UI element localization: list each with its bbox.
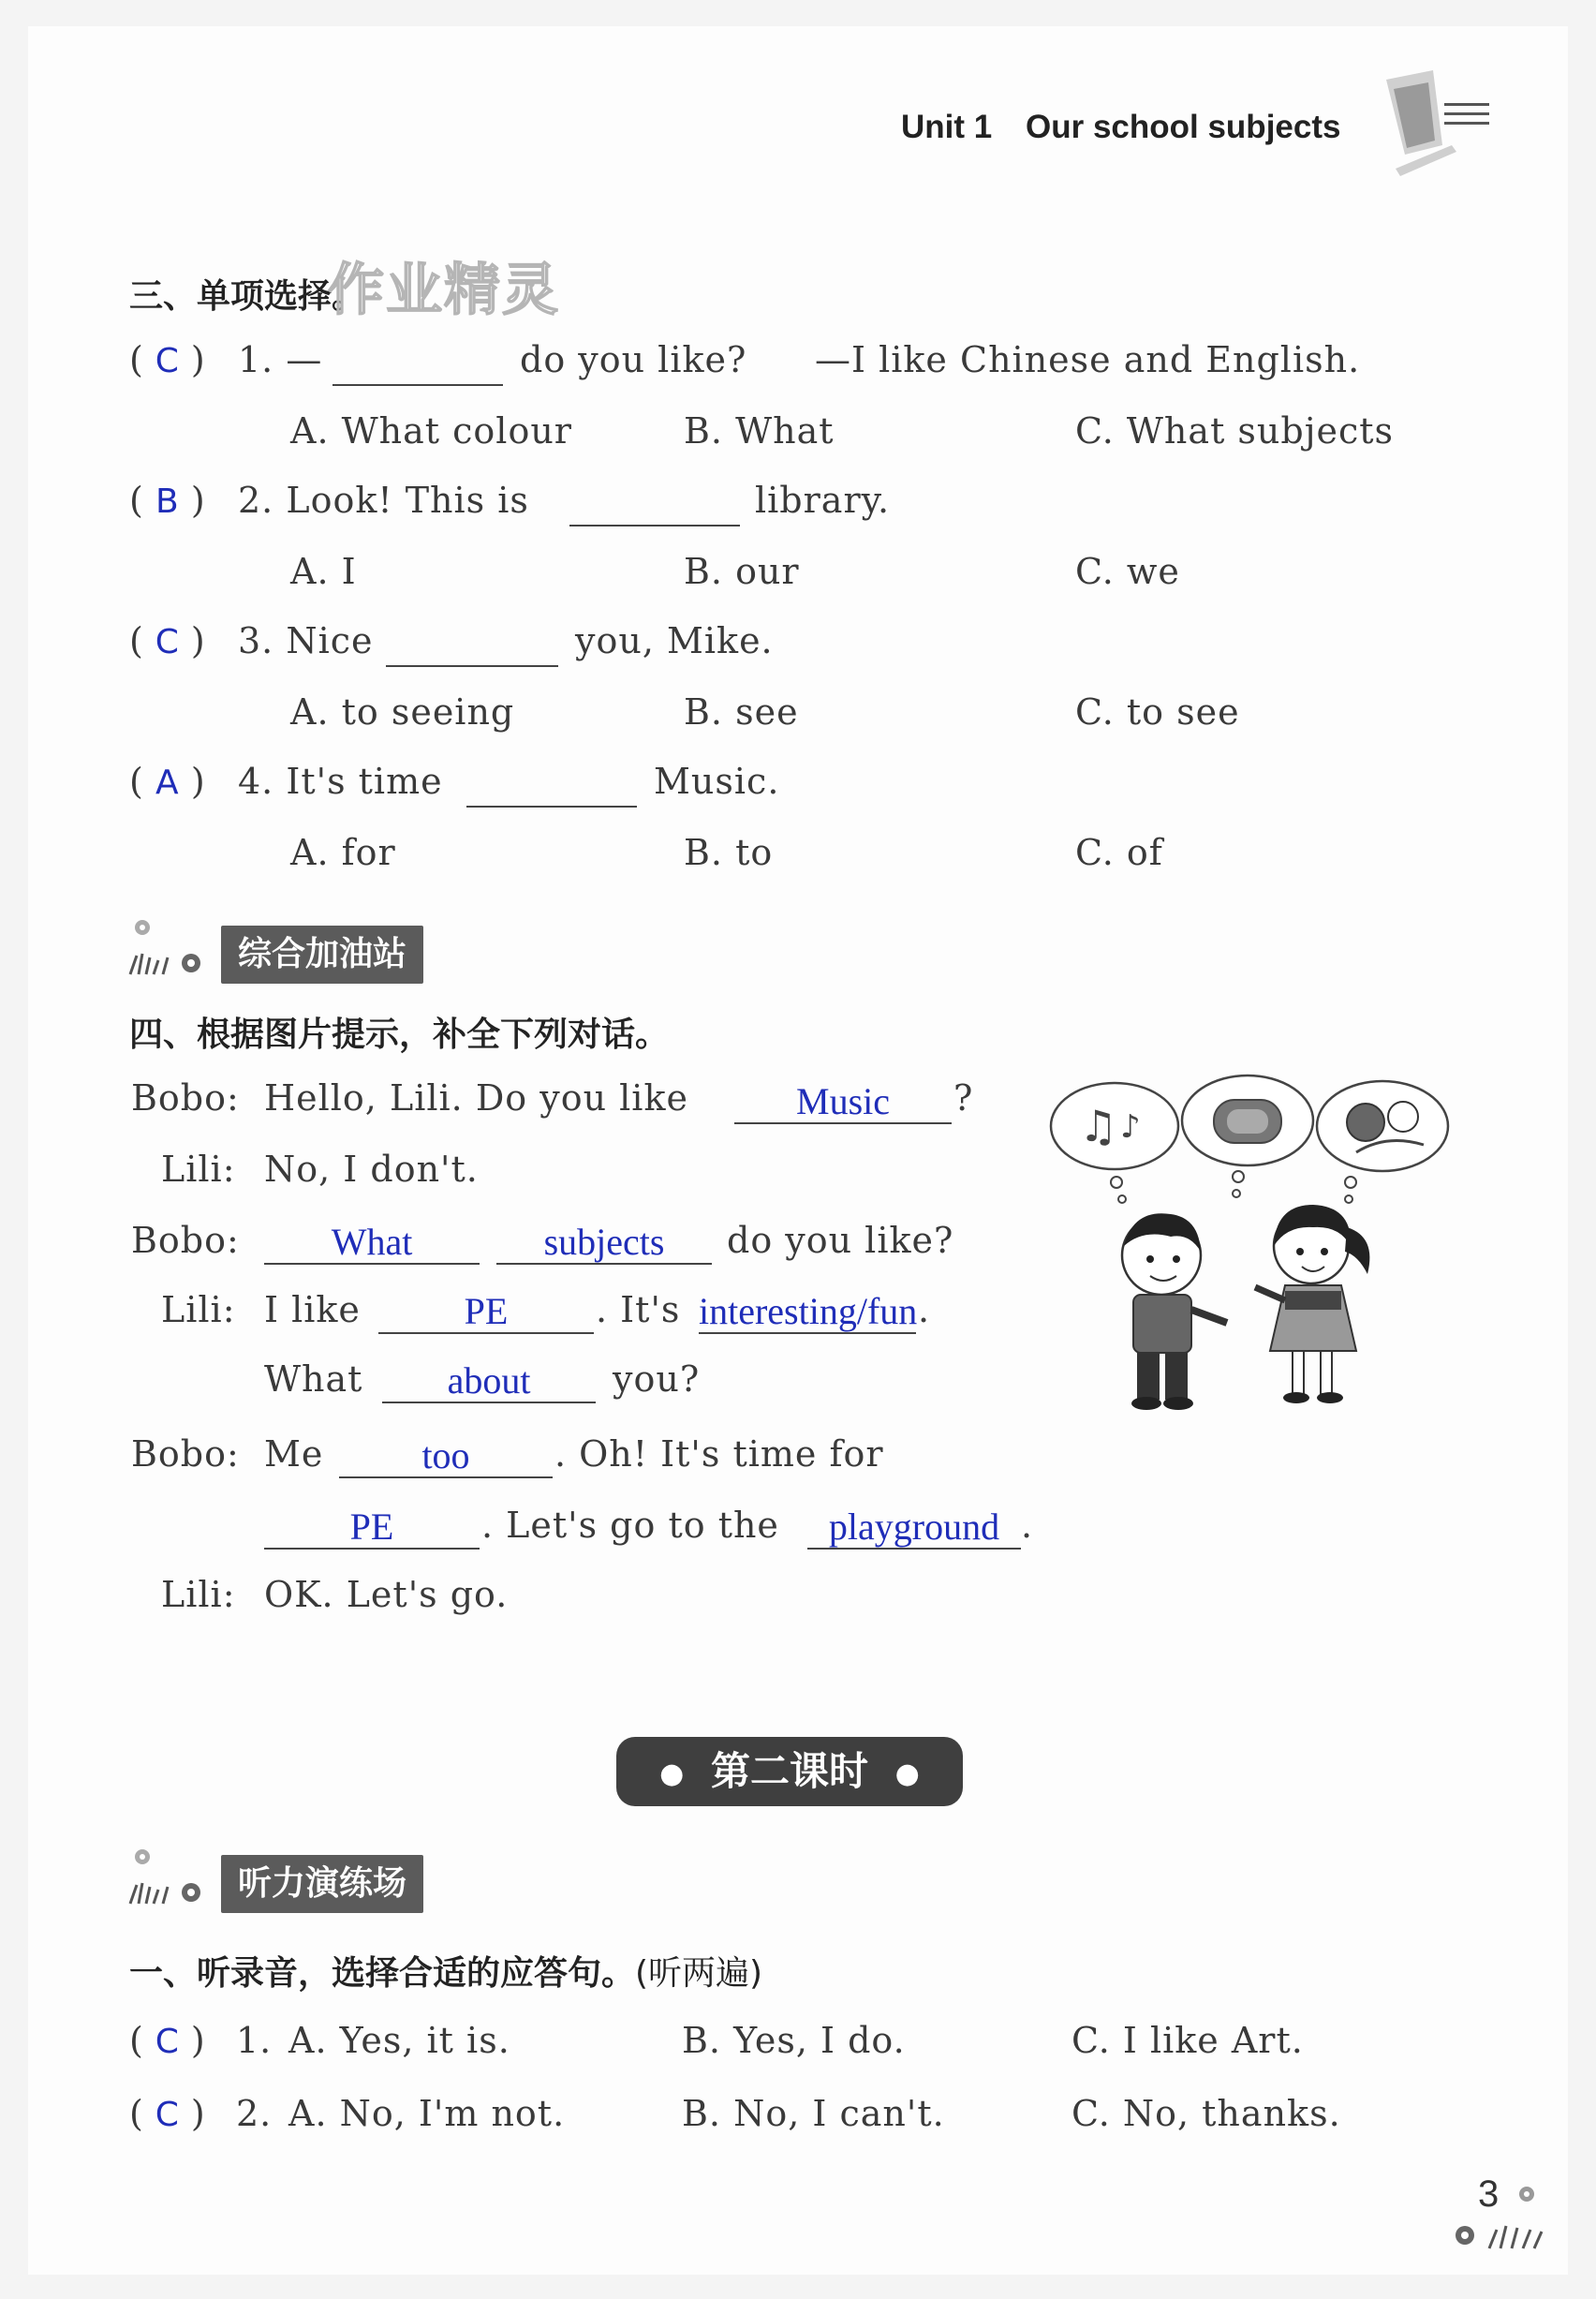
answer-playground: playground xyxy=(828,1505,1000,1548)
lq2-option-b: B. No, I can't. xyxy=(682,2093,945,2134)
question-3: ( C ) xyxy=(129,620,206,661)
kids-illustration xyxy=(1040,1068,1461,1415)
q3-option-a: A. to seeing xyxy=(290,691,515,733)
q1-stem-a: 1. — xyxy=(238,339,323,380)
dialogue-text-2: No, I don't. xyxy=(264,1149,479,1190)
dialogue-text-4: I like xyxy=(264,1289,361,1330)
dialogue-end-3: do you like? xyxy=(727,1220,954,1261)
dialogue-end-6: . Oh! It's time for xyxy=(554,1433,884,1475)
lq1-option-c: C. I like Art. xyxy=(1071,2020,1304,2061)
lq1-option-a: A. Yes, it is. xyxy=(288,2020,510,2061)
dialogue-end-1: ? xyxy=(953,1077,974,1119)
blank-what xyxy=(264,1218,480,1265)
speaker-lili: Lili: xyxy=(161,1149,236,1190)
answer-3: C xyxy=(155,623,180,661)
q1-option-c: C. What subjects xyxy=(1075,410,1395,452)
unit-title: Our school subjects xyxy=(1026,109,1341,145)
blank-subjects xyxy=(496,1218,712,1265)
dialogue-end-7: . xyxy=(1021,1505,1034,1546)
answer-1: C xyxy=(155,342,180,380)
speaker-lili: Lili: xyxy=(161,1574,236,1615)
dialogue-text-5: What xyxy=(264,1358,363,1400)
listening-question-1: ( C ) xyxy=(129,2020,206,2061)
dialogue-end-4: . xyxy=(918,1289,931,1330)
speaker-bobo: Bobo: xyxy=(131,1220,240,1261)
q3-stem-b: you, Mike. xyxy=(575,620,774,661)
q1-option-b: B. What xyxy=(684,410,835,452)
question-1: ( C ) xyxy=(129,339,206,380)
q2-option-a: A. I xyxy=(290,551,357,592)
blank-music xyxy=(734,1077,952,1124)
dialogue-mid-7: . Let's go to the xyxy=(481,1505,779,1546)
q2-option-b: B. our xyxy=(684,551,800,592)
lesson-banner xyxy=(616,1737,963,1806)
flower-grass-icon xyxy=(126,909,219,980)
q3-blank xyxy=(386,620,558,667)
flower-grass-icon xyxy=(1452,2173,1564,2258)
listening-question-2: ( C ) xyxy=(129,2093,206,2134)
lq2-option-c: C. No, thanks. xyxy=(1071,2093,1341,2134)
lq1-num: 1. xyxy=(236,2020,273,2061)
section4-heading: 四、根据图片提示，补全下列对话。 xyxy=(129,1016,670,1054)
dialogue-text-6: Me xyxy=(264,1433,324,1475)
answer-2: B xyxy=(155,482,180,521)
answer-what: What xyxy=(331,1221,413,1263)
header-book-icon xyxy=(1377,66,1499,187)
q2-option-c: C. we xyxy=(1075,551,1180,592)
q4-option-b: B. to xyxy=(684,832,774,873)
q4-option-c: C. of xyxy=(1075,832,1163,873)
q1-stem-b: do you like? xyxy=(520,339,747,380)
speaker-bobo: Bobo: xyxy=(131,1077,240,1119)
speaker-bobo: Bobo: xyxy=(131,1433,240,1475)
blank-about xyxy=(382,1357,596,1403)
q2-stem-b: library. xyxy=(755,480,891,521)
dot-icon: ● xyxy=(894,1758,920,1790)
q3-option-b: B. see xyxy=(684,691,799,733)
blank-pe xyxy=(378,1287,594,1334)
section1-heading xyxy=(129,1947,762,1995)
answer-pe: PE xyxy=(464,1290,509,1332)
q4-option-a: A. for xyxy=(290,832,396,873)
answer-too: too xyxy=(421,1434,470,1476)
section3-heading: 三、单项选择。 xyxy=(129,277,366,316)
answer-pe-2: PE xyxy=(349,1505,394,1548)
q4-blank xyxy=(466,761,637,808)
q4-stem-b: Music. xyxy=(654,761,780,802)
lq2-num: 2. xyxy=(236,2093,273,2134)
q4-stem-a: 4. It's time xyxy=(238,761,443,802)
blank-playground xyxy=(807,1503,1021,1550)
dialogue-text-1: Hello, Lili. Do you like xyxy=(264,1077,688,1119)
svg-text:♫: ♫ xyxy=(1079,1101,1118,1151)
listening-answer-2: C xyxy=(155,2096,180,2134)
q1-stem-c: —I like Chinese and English. xyxy=(815,339,1361,380)
blank-interesting xyxy=(699,1287,916,1334)
section-tag-comprehensive: 综合加油站 xyxy=(221,926,423,984)
section1-heading-main: 一、听录音，选择合适的应答句。 xyxy=(129,1954,636,1993)
answer-interesting: interesting/fun xyxy=(699,1290,918,1332)
dialogue-text-8: OK. Let's go. xyxy=(264,1574,509,1615)
page-number: 3 xyxy=(1478,2173,1500,2215)
blank-pe-2 xyxy=(264,1503,480,1550)
answer-music: Music xyxy=(796,1080,890,1122)
unit-label: Unit 1 xyxy=(901,109,993,145)
q3-option-c: C. to see xyxy=(1075,691,1240,733)
q1-option-a: A. What colour xyxy=(290,410,572,452)
svg-text:♪: ♪ xyxy=(1120,1108,1141,1146)
question-4: ( A ) xyxy=(129,761,206,802)
question-2: ( B ) xyxy=(129,480,206,521)
dialogue-end-5: you? xyxy=(613,1358,701,1400)
answer-subjects: subjects xyxy=(543,1221,665,1263)
section-tag-listening: 听力演练场 xyxy=(221,1855,423,1913)
answer-about: about xyxy=(447,1359,531,1402)
lesson-title: 第二课时 xyxy=(710,1748,868,1794)
section1-heading-note: (听两遍) xyxy=(635,1954,763,1993)
q1-blank xyxy=(332,339,503,386)
lq2-option-a: A. No, I'm not. xyxy=(288,2093,566,2134)
q2-blank xyxy=(569,480,740,527)
dot-icon: ● xyxy=(659,1758,685,1790)
flower-grass-icon xyxy=(126,1838,219,1909)
listening-answer-1: C xyxy=(155,2023,180,2061)
blank-too xyxy=(339,1431,553,1478)
answer-4: A xyxy=(155,764,180,802)
q2-stem-a: 2. Look! This is xyxy=(238,480,529,521)
speaker-lili: Lili: xyxy=(161,1289,236,1330)
dialogue-mid-4: . It's xyxy=(596,1289,681,1330)
lq1-option-b: B. Yes, I do. xyxy=(682,2020,906,2061)
q3-stem-a: 3. Nice xyxy=(238,620,374,661)
watermark: 作业精灵 xyxy=(328,258,560,323)
